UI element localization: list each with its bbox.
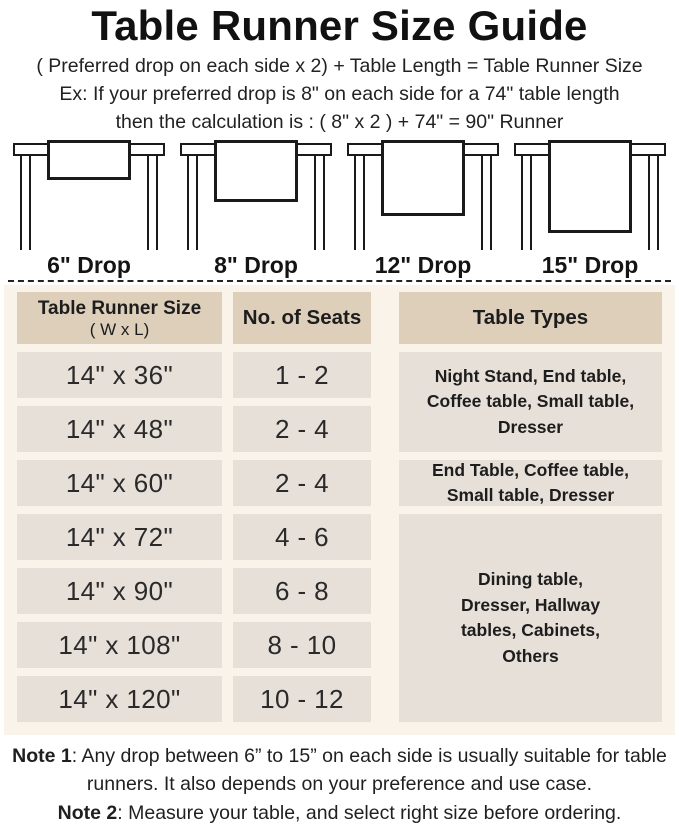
table-runner-icon bbox=[548, 140, 632, 233]
drop-label: 6" Drop bbox=[47, 252, 131, 278]
notes bbox=[7, 742, 673, 827]
col-header-runner-size-subtitle: ( W x L) bbox=[89, 319, 150, 339]
example-line-1: Ex: If your preferred drop is 8" on each side for a 74" table length bbox=[59, 83, 620, 105]
example-line-2: then the calculation is : ( 8" x 2 ) + 74" = 90" Runner bbox=[115, 111, 564, 133]
drop-figure bbox=[514, 138, 666, 278]
table-runner-icon bbox=[214, 140, 298, 202]
table-types-text: Night Stand, End table, Coffee table, Small table, Dresser bbox=[426, 365, 635, 437]
drop-label: 12" Drop bbox=[374, 252, 472, 278]
runner-size-cell: 14" x 120" bbox=[17, 676, 222, 722]
col-header-seats-title: No. of Seats bbox=[242, 306, 362, 329]
seats-cell: 6 - 8 bbox=[233, 568, 371, 614]
table-illustration bbox=[180, 138, 332, 250]
col-header-runner-size bbox=[17, 292, 222, 344]
seats-cell: 2 - 4 bbox=[233, 406, 371, 452]
seats-cell: 4 - 6 bbox=[233, 514, 371, 560]
table-illustration bbox=[514, 138, 666, 250]
runner-size-cell: 14" x 60" bbox=[17, 460, 222, 506]
drop-illustrations bbox=[0, 138, 679, 278]
drop-figure bbox=[180, 138, 332, 278]
table-illustration bbox=[347, 138, 499, 250]
drop-figure bbox=[347, 138, 499, 278]
intro-text bbox=[0, 52, 679, 136]
runner-size-cell: 14" x 108" bbox=[17, 622, 222, 668]
dashed-divider bbox=[8, 280, 671, 282]
col-header-seats bbox=[233, 292, 371, 344]
table-types-text: End Table, Coffee table, Small table, Dresser bbox=[431, 459, 630, 505]
note-text: : Measure your table, and select right size before ordering. bbox=[117, 801, 622, 824]
seats-cell: 2 - 4 bbox=[233, 460, 371, 506]
table-leg-left-icon bbox=[521, 154, 532, 250]
table-runner-icon bbox=[381, 140, 465, 216]
table-types-text: Dining table, Dresser, Hallway tables, Cabinets, Others bbox=[460, 569, 601, 666]
note-label: Note 2 bbox=[57, 801, 118, 824]
drop-figure bbox=[13, 138, 165, 278]
table-types-cell bbox=[399, 460, 662, 506]
size-table bbox=[17, 292, 662, 722]
table-leg-right-icon bbox=[314, 154, 325, 250]
runner-size-cell: 14" x 36" bbox=[17, 352, 222, 398]
table-illustration bbox=[13, 138, 165, 250]
table-leg-right-icon bbox=[481, 154, 492, 250]
seats-cell: 1 - 2 bbox=[233, 352, 371, 398]
table-leg-left-icon bbox=[354, 154, 365, 250]
drop-label: 15" Drop bbox=[541, 252, 639, 278]
table-leg-left-icon bbox=[20, 154, 31, 250]
col-header-runner-size-title: Table Runner Size bbox=[37, 297, 202, 319]
table-leg-right-icon bbox=[147, 154, 158, 250]
runner-size-cell: 14" x 48" bbox=[17, 406, 222, 452]
seats-cell: 10 - 12 bbox=[233, 676, 371, 722]
col-header-table-types bbox=[399, 292, 662, 344]
table-types-cell bbox=[399, 514, 662, 722]
table-runner-icon bbox=[47, 140, 131, 180]
drop-label: 8" Drop bbox=[214, 252, 298, 278]
page-title: Table Runner Size Guide bbox=[91, 2, 588, 49]
runner-size-cell: 14" x 90" bbox=[17, 568, 222, 614]
formula-line: ( Preferred drop on each side x 2) + Table Length = Table Runner Size bbox=[36, 55, 643, 77]
note-label: Note 1 bbox=[12, 745, 72, 767]
note bbox=[7, 742, 673, 799]
seats-cell: 8 - 10 bbox=[233, 622, 371, 668]
table-types-cell bbox=[399, 352, 662, 452]
note bbox=[7, 799, 673, 827]
size-table-section bbox=[4, 285, 675, 735]
note-text: : Any drop between 6” to 15” on each side is usually suitable for table runners. It also depends on your preference and use case. bbox=[71, 745, 667, 796]
col-header-table-types-title: Table Types bbox=[472, 306, 589, 329]
runner-size-cell: 14" x 72" bbox=[17, 514, 222, 560]
table-leg-right-icon bbox=[648, 154, 659, 250]
table-leg-left-icon bbox=[187, 154, 198, 250]
